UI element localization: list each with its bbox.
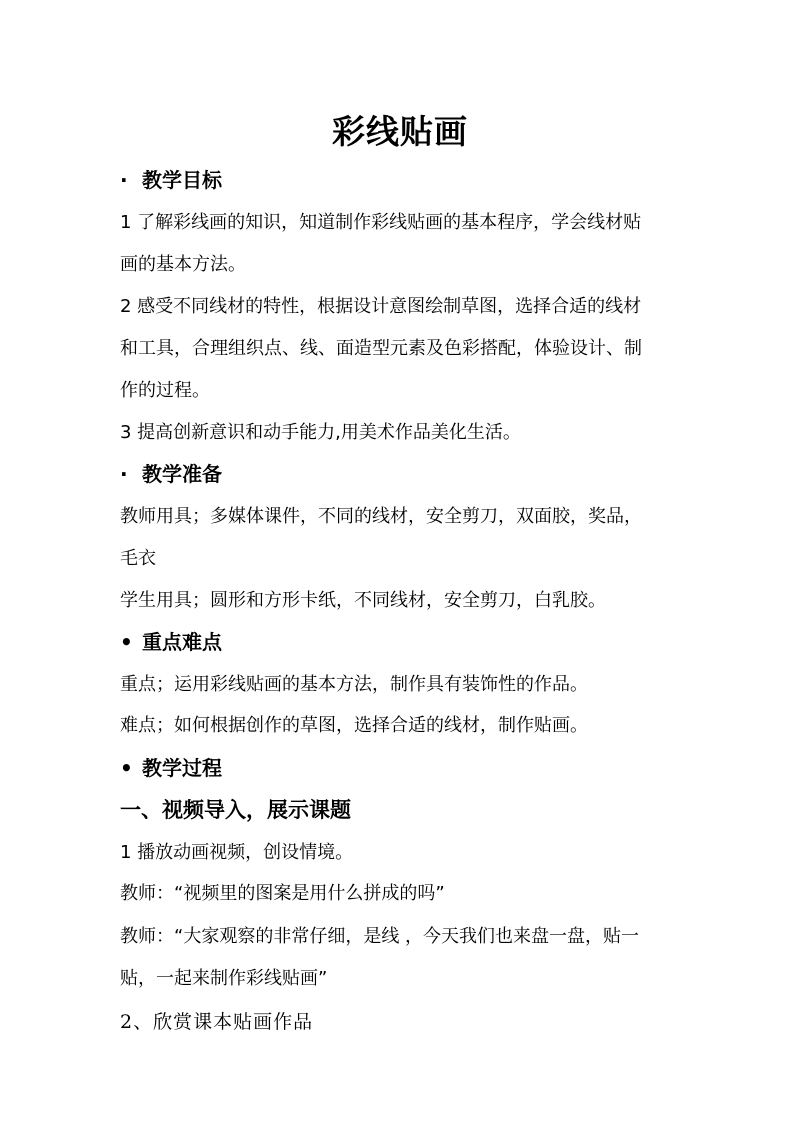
process-line-1: 1 播放动画视频，创设情境。 <box>120 842 354 863</box>
keypoints-line-2: 难点；如何根据创作的草图，选择合适的线材，制作贴画。 <box>120 715 588 736</box>
goals-line-1: 1 了解彩线画的知识，知道制作彩线贴画的基本程序，学会线材贴 <box>120 212 642 233</box>
goals-line-5: 作的过程。 <box>120 380 210 401</box>
process-heading-text: 教学过程 <box>142 756 222 780</box>
prep-line-1: 教师用具；多媒体课件，不同的线材，安全剪刀，双面胶，奖品， <box>120 506 642 527</box>
bullet-square-icon: · <box>120 462 128 486</box>
keypoints-heading <box>120 630 222 654</box>
goals-line-4: 和工具，合理组织点、线、面造型元素及色彩搭配，体验设计、制 <box>120 338 642 359</box>
process-line-2: 教师：“视频里的图案是用什么拼成的吗” <box>120 883 445 904</box>
goals-line-2: 画的基本方法。 <box>120 254 246 275</box>
goals-line-3: 2 感受不同线材的特性，根据设计意图绘制草图，选择合适的线材 <box>120 296 642 317</box>
goals-heading-text: 教学目标 <box>142 168 222 192</box>
bullet-dot-icon: • <box>120 756 133 780</box>
keypoints-heading-text: 重点难点 <box>142 630 222 654</box>
prep-heading <box>120 462 222 486</box>
page-title: 彩线贴画 <box>332 112 468 151</box>
process-line-3: 教师：“大家观察的非常仔细，是线 ，今天我们也来盘一盘，贴一 <box>120 926 640 947</box>
process-section-1: 一、视频导入，展示课题 <box>120 798 351 822</box>
process-heading <box>120 756 222 780</box>
prep-heading-text: 教学准备 <box>142 462 222 486</box>
bullet-square-icon: · <box>120 168 128 192</box>
goals-heading <box>120 168 222 192</box>
process-line-4: 贴，一起来制作彩线贴画” <box>120 968 328 989</box>
process-section-2: 2、欣赏课本贴画作品 <box>120 1011 314 1033</box>
prep-line-2: 毛衣 <box>120 548 156 569</box>
keypoints-line-1: 重点；运用彩线贴画的基本方法，制作具有装饰性的作品。 <box>120 674 588 695</box>
goals-line-6: 3 提高创新意识和动手能力,用美术作品美化生活。 <box>120 422 521 443</box>
prep-line-3: 学生用具；圆形和方形卡纸，不同线材，安全剪刀，白乳胶。 <box>120 590 606 611</box>
bullet-dot-icon: • <box>120 630 133 654</box>
